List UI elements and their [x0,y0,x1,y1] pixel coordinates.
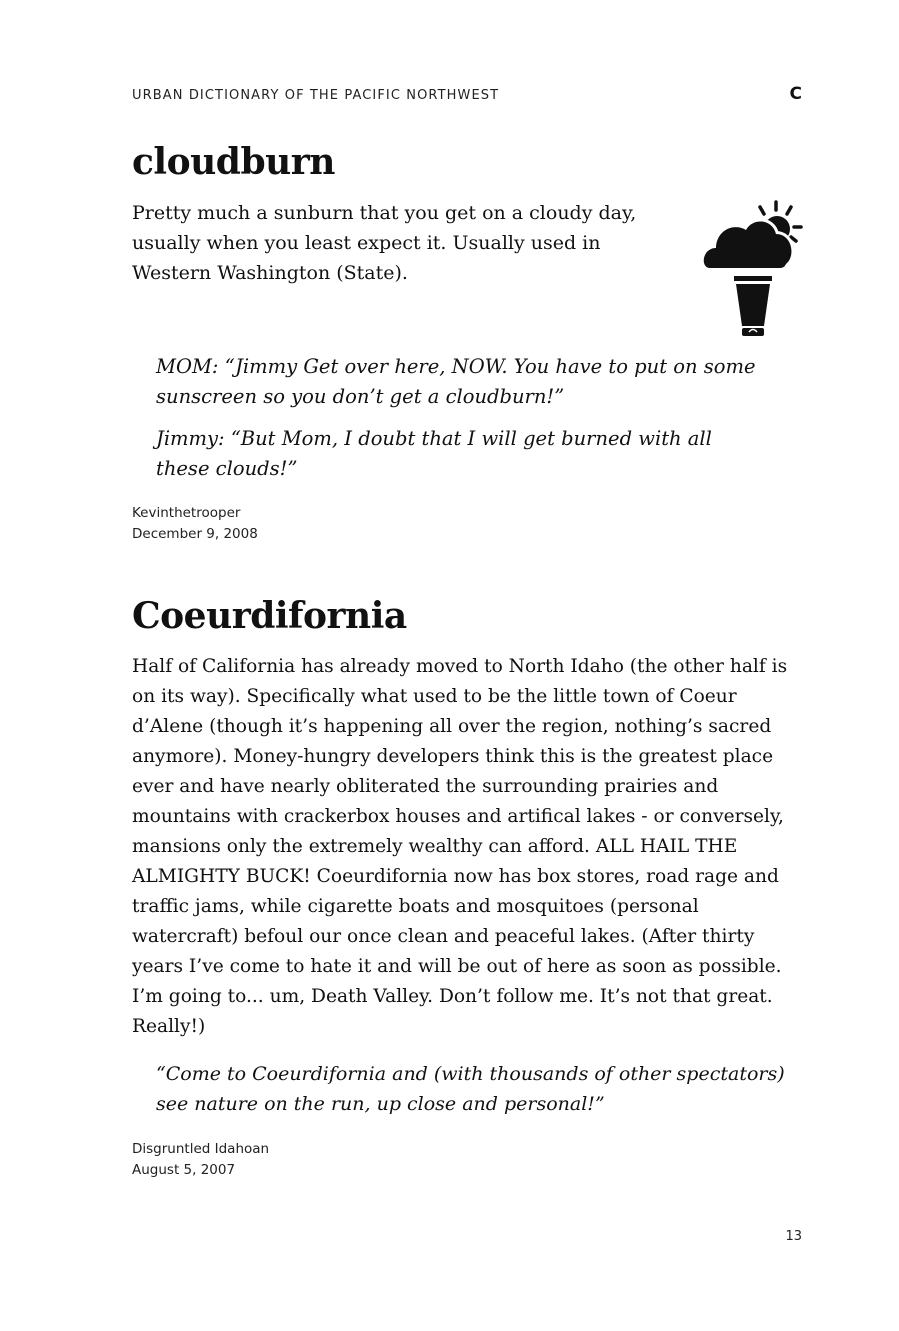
running-header [132,84,802,106]
example-quote: “Come to Coeurdifornia and (with thousands of other spectators) see nature on the run, up close and personal!” [156,1063,785,1115]
section-letter: C [789,84,802,104]
cloud-sun-sunscreen-icon [700,196,808,340]
entry-word: cloudburn [132,141,335,183]
entry-date: August 5, 2007 [132,1162,236,1178]
book-title: URBAN DICTIONARY OF THE PACIFIC NORTHWEST [132,88,500,103]
example-quote: Jimmy: “But Mom, I doubt that I will get burned with all these clouds!” [156,427,712,480]
entry-author: Kevinthetrooper [132,505,241,521]
page-number: 13 [785,1229,802,1244]
entry-date: December 9, 2008 [132,526,258,542]
entry-author: Disgruntled Idahoan [132,1141,270,1157]
entry-meta [132,1139,269,1181]
entry-meta [132,503,258,545]
entry-definition: Pretty much a sunburn that you get on a cloudy day, usually when you least expect it. Usually used in Western Washington (State). [132,202,637,284]
entry-definition: Half of California has already moved to North Idaho (the other half is on its way). Specifically what used to be the little town of Coeur d’Alene (though it’s happening all over the region, nothing’s sacred anymore). Money-hungry developers think this is the greatest place ever and have nearly obliterated the surrounding prairies and mountains with crackerbox houses and artifical lakes - or conversely, mansions only the extremely wealthy can afford. ALL HAIL THE ALMIGHTY BUCK! Coeurdifornia now has box stores, road rage and traffic jams, while cigarette boats and mosquitoes (personal watercraft) befoul our once clean and peaceful lakes. (After thirty years I’ve come to hate it and will be out of here as soon as possible. I’m going to... um, Death Valley. Don’t follow me. It’s not that great. Really!) [132,656,788,1037]
example-quote: MOM: “Jimmy Get over here, NOW. You have to put on some sunscreen so you don’t get a cloudburn!” [156,355,756,408]
entry-word: Coeurdifornia [132,595,407,637]
